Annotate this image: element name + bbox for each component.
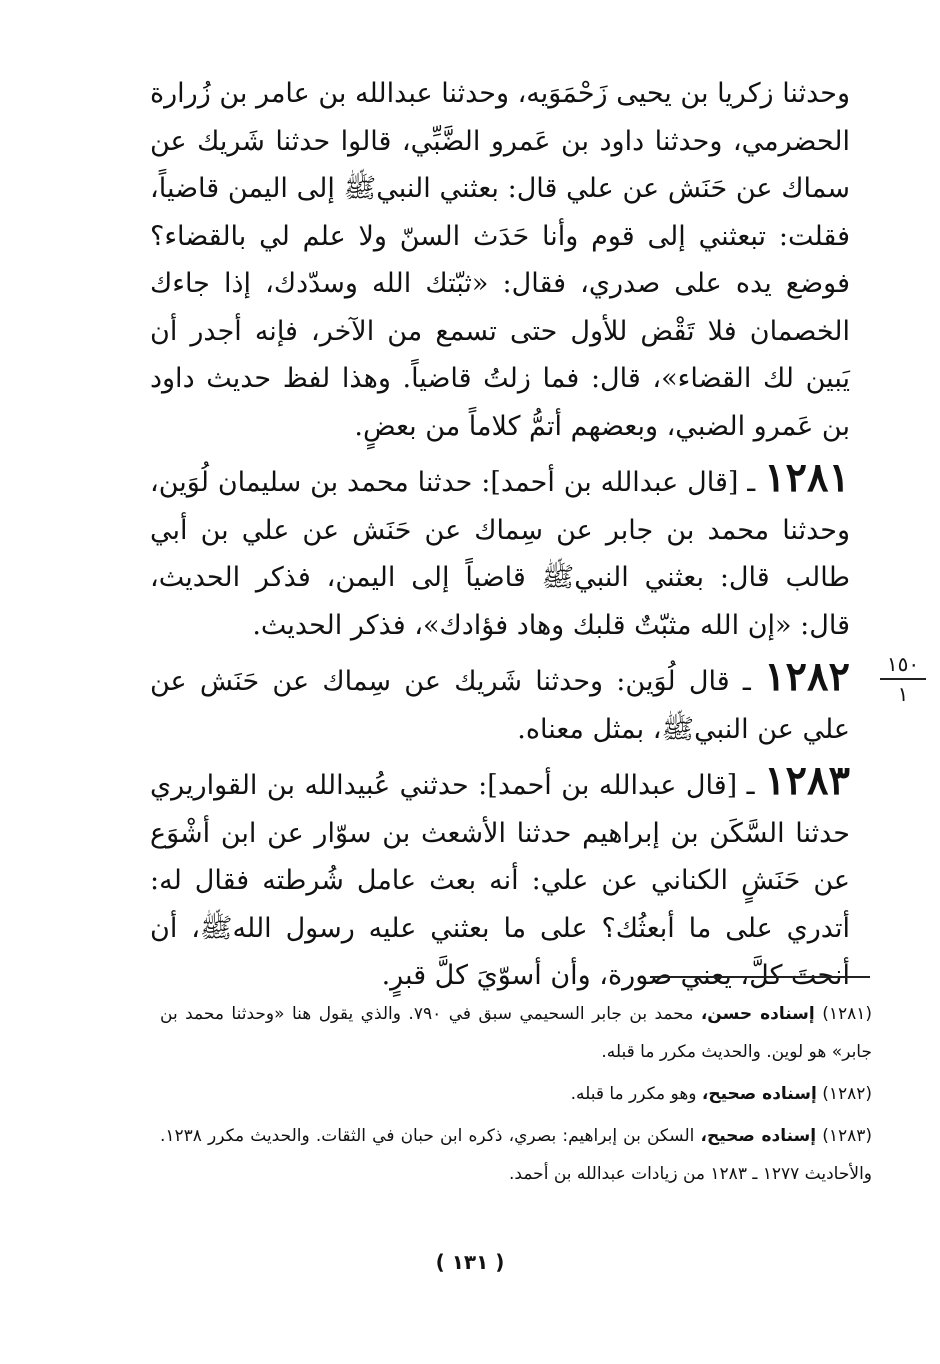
footnote-number: (١٢٨٢) — [822, 1084, 872, 1104]
hadith-1283 — [150, 757, 850, 1000]
hadith-number: ١٢٨١ — [764, 454, 850, 501]
footnote-text: محمد بن جابر السحيمي سبق في ٧٩٠. والذي يقول هنا «وحدثنا محمد بن جابر» هو لوين. والحديث مكرر ما قبله. — [160, 1004, 872, 1062]
hadith-text: ـ [قال عبدالله بن أحمد]: حدثني عُبيدالله بن القواريري حدثنا السَّكَن بن إبراهيم حدثنا الأشعث بن سوّار عن ابن أشْوَع عن حَنَشٍ الكناني عن علي: أنه بعث عامل شُرطته فقال له: أتدري على ما أبعثُك؟ على ما بعثني عليه رسول اللهﷺ، أن أنحتَ كلَّ، يعني صورة، وأن أسوّيَ كلَّ قبرٍ. — [150, 770, 850, 991]
footnote-1282 — [160, 1075, 872, 1113]
footnote-1283 — [160, 1117, 872, 1193]
footnote-grade: إسناده حسن، — [700, 1004, 815, 1024]
footnote-number: (١٢٨١) — [822, 1004, 873, 1024]
footnote-text: السكن بن إبراهيم: بصري، ذكره ابن حبان في الثقات. والحديث مكرر ١٢٣٨. والأحاديث ١٢٧٧ ـ ١٢٨٣ من زيادات عبدالله بن أحمد. — [160, 1126, 872, 1184]
footnotes — [160, 995, 872, 1197]
hadith-number: ١٢٨٣ — [764, 757, 850, 804]
footnote-text: وهو مكرر ما قبله. — [570, 1084, 702, 1104]
hadith-1281 — [150, 454, 850, 649]
margin-reference-bottom: ١ — [897, 682, 909, 706]
footnote-grade: إسناده صحيح، — [700, 1126, 817, 1146]
main-text — [150, 70, 850, 1000]
footnote-number: (١٢٨٣) — [822, 1126, 873, 1146]
footnote-separator — [650, 976, 870, 978]
hadith-text: ـ قال لُوَين: وحدثنا شَريك عن سِماك عن حَنَش عن علي عن النبيﷺ، بمثل معناه. — [150, 666, 850, 745]
hadith-1282 — [150, 653, 850, 753]
margin-reference-divider — [880, 678, 926, 680]
hadith-text: ـ [قال عبدالله بن أحمد]: حدثنا محمد بن سليمان لُوَين، وحدثنا محمد بن جابر عن سِماك عن حَنَش عن علي بن أبي طالب قال: بعثني النبيﷺ قاضياً إلى اليمن، فذكر الحديث، قال: «إن الله مثبّتٌ قلبك وهاد فؤادك»، فذكر الحديث. — [150, 467, 850, 641]
margin-reference — [880, 652, 926, 706]
margin-reference-top: ١٥٠ — [886, 652, 920, 676]
intro-paragraph: وحدثنا زكريا بن يحيى زَحْمَوَيه، وحدثنا عبدالله بن عامر بن زُرارة الحضرمي، وحدثنا داود بن عَمرو الضَّبِّي، قالوا حدثنا شَريك عن سماك عن حَنَش عن علي قال: بعثني النبيﷺ إلى اليمن قاضياً، فقلت: تبعثني إلى قوم وأنا حَدَث السنّ ولا علم لي بالقضاء؟ فوضع يده على صدري، فقال: «ثبّتك الله وسدّدك، إذا جاءك الخصمان فلا تَقْض للأول حتى تسمع من الآخر، فإنه أجدر أن يَبين لك القضاء»، قال: فما زلتُ قاضياً. وهذا لفظ حديث داود بن عَمرو الضبي، وبعضهم أتمُّ كلاماً من بعضٍ. — [150, 78, 850, 442]
page-number: ( ١٣١ ) — [435, 1250, 505, 1274]
hadith-number: ١٢٨٢ — [764, 653, 850, 700]
footnote-1281 — [160, 995, 872, 1071]
footnote-grade: إسناده صحيح، — [701, 1084, 817, 1104]
